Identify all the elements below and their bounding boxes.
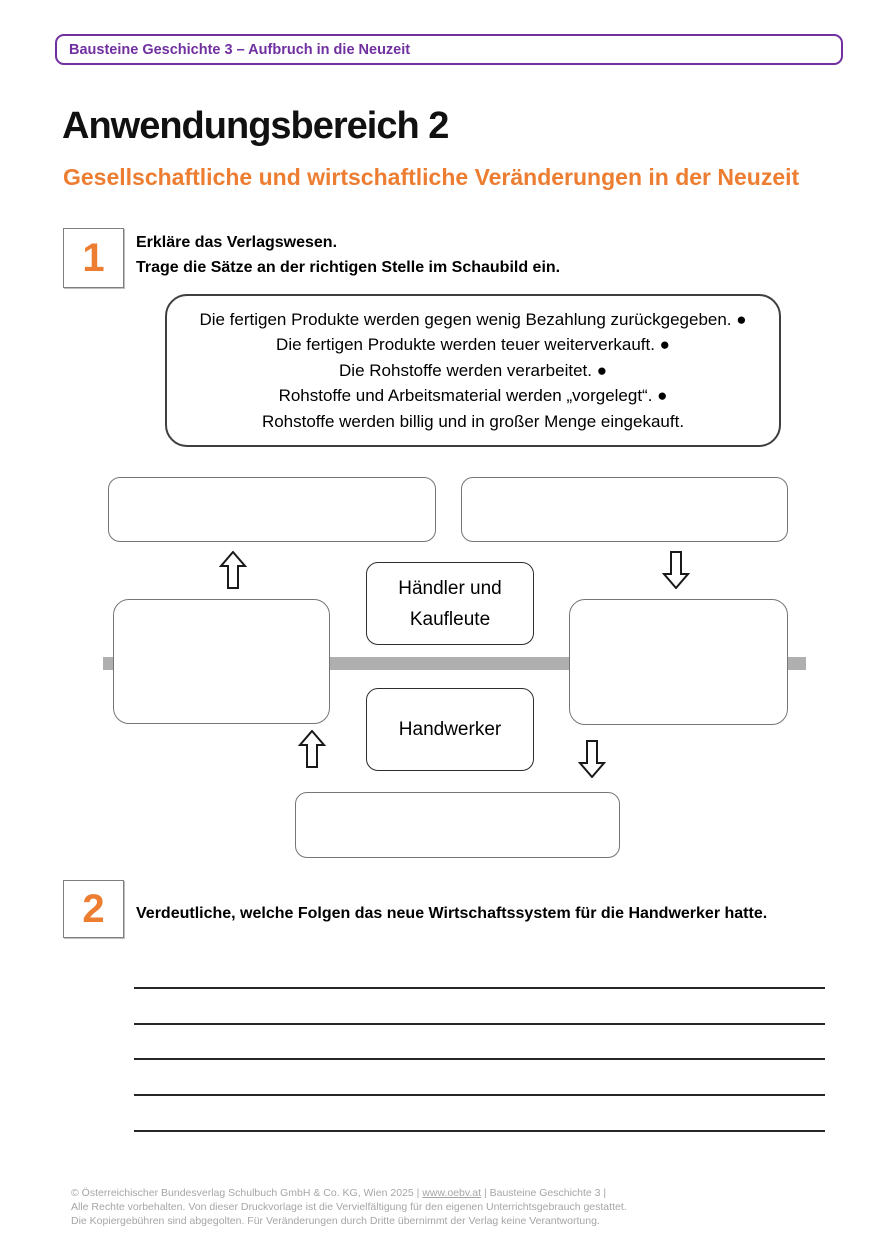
sentence-item: Die fertigen Produkte werden gegen wenig Bezahlung zurückgegeben. ● — [199, 309, 747, 329]
answer-line[interactable] — [134, 1130, 825, 1132]
diagram-craftsmen-box — [366, 688, 534, 771]
task1-instruction-line2: Trage die Sätze an der richtigen Stelle im Schaubild ein. — [136, 259, 561, 276]
footer-line1 — [71, 1186, 831, 1200]
task2-instruction: Verdeutliche, welche Folgen das neue Wirtschaftssystem für die Handwerker hatte. — [136, 905, 768, 922]
footer-line1-suffix: | Bausteine Geschichte 3 | — [481, 1187, 607, 1199]
answer-line[interactable] — [134, 1094, 825, 1096]
footer-line2: Alle Rechte vorbehalten. Von dieser Druckvorlage ist die Vervielfältigung für den eigenen Unterrichtsgebrauch gestattet. — [71, 1201, 627, 1213]
diagram-merchants-box — [366, 562, 534, 645]
up-arrow-icon — [298, 730, 326, 768]
up-arrow-icon — [219, 551, 247, 589]
answer-line[interactable] — [134, 1023, 825, 1025]
sentence-item: Die fertigen Produkte werden teuer weiterverkauft. ● — [276, 335, 670, 355]
header-strip — [55, 34, 843, 65]
down-arrow-icon — [578, 740, 606, 778]
diagram-empty-box-top-left[interactable] — [108, 477, 436, 542]
footer-line1-prefix: © Österreichischer Bundesverlag Schulbuch GmbH & Co. KG, Wien 2025 | — [71, 1187, 423, 1199]
diagram-empty-box-bottom[interactable] — [295, 792, 620, 858]
diagram-craftsmen-label: Handwerker — [398, 719, 502, 740]
task1-instruction-line1: Erkläre das Verlagswesen. — [136, 234, 338, 251]
task2-number: 2 — [82, 887, 105, 931]
diagram-empty-box-mid-right[interactable] — [569, 599, 788, 725]
task1-number: 1 — [82, 236, 105, 280]
diagram-merchants-label: Händler und Kaufleute — [398, 577, 502, 630]
answer-line[interactable] — [134, 1058, 825, 1060]
task1-number-box — [63, 228, 124, 288]
page-subtitle: Gesellschaftliche und wirtschaftliche Veränderungen in der Neuzeit — [63, 164, 800, 190]
sentence-item: Die Rohstoffe werden verarbeitet. ● — [339, 360, 607, 380]
diagram-empty-box-mid-left[interactable] — [113, 599, 330, 724]
answer-line[interactable] — [134, 987, 825, 989]
sentence-item: Rohstoffe werden billig und in großer Menge eingekauft. — [261, 411, 685, 431]
series-title: Bausteine Geschichte 3 – Aufbruch in die Neuzeit — [69, 41, 411, 58]
page-title: Anwendungsbereich 2 — [62, 105, 449, 147]
diagram-empty-box-top-right[interactable] — [461, 477, 788, 542]
sentence-bank-box — [165, 294, 781, 447]
footer-line3: Die Kopiergebühren sind abgegolten. Für Veränderungen durch Dritte übernimmt der Verlag keine Verantwortung. — [71, 1215, 600, 1227]
task1-instruction — [136, 230, 560, 280]
down-arrow-icon — [662, 551, 690, 589]
task2-number-box — [63, 880, 124, 938]
oebv-link[interactable]: www.oebv.at — [422, 1187, 482, 1199]
footer-copyright — [71, 1186, 831, 1228]
sentence-item: Rohstoffe und Arbeitsmaterial werden „vorgelegt“. ● — [278, 386, 668, 406]
